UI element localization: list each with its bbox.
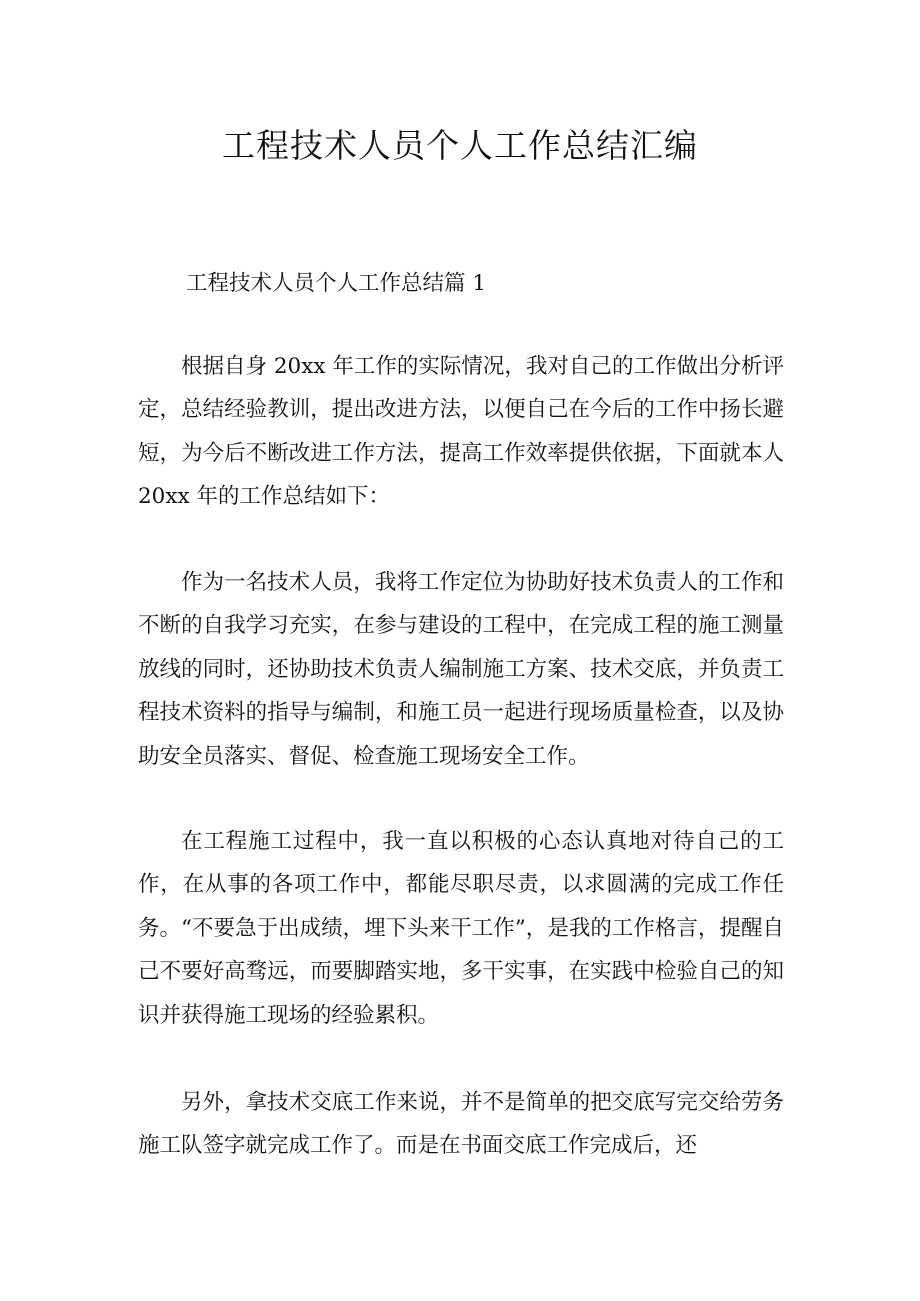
paragraph-1: 根据自身 20xx 年工作的实际情况，我对自己的工作做出分析评定，总结经验教训，提出改进方法，以便自己在今后的工作中扬长避短，为今后不断改进工作方法，提高工作效率提供依据，下面就本人 20xx 年的工作总结如下： [138,354,784,510]
paragraph-3: 在工程施工过程中，我一直以积极的心态认真地对待自己的工作，在从事的各项工作中，都能尽职尽责，以求圆满的完成工作任务。“不要急于出成绩，埋下头来干工作”，是我的工作格言，提醒自己不要好高骛远，而要脚踏实地，多干实事，在实践中检验自己的知识并获得施工现场的经验累积。 [138,829,784,1028]
document-title: 工程技术人员个人工作总结汇编 [222,126,698,165]
section-heading: 工程技术人员个人工作总结篇 1 [186,271,487,296]
paragraph-4: 另外，拿技术交底工作来说，并不是简单的把交底写完交给劳务施工队签字就完成工作了。而是在书面交底工作完成后，还 [138,1090,784,1159]
paragraph-2: 作为一名技术人员，我将工作定位为协助好技术负责人的工作和不断的自我学习充实，在参与建设的工程中，在完成工程的施工测量放线的同时，还协助技术负责人编制施工方案、技术交底，并负责工程技术资料的指导与编制，和施工员一起进行现场质量检查，以及协助安全员落实、督促、检查施工现场安全工作。 [138,570,784,769]
